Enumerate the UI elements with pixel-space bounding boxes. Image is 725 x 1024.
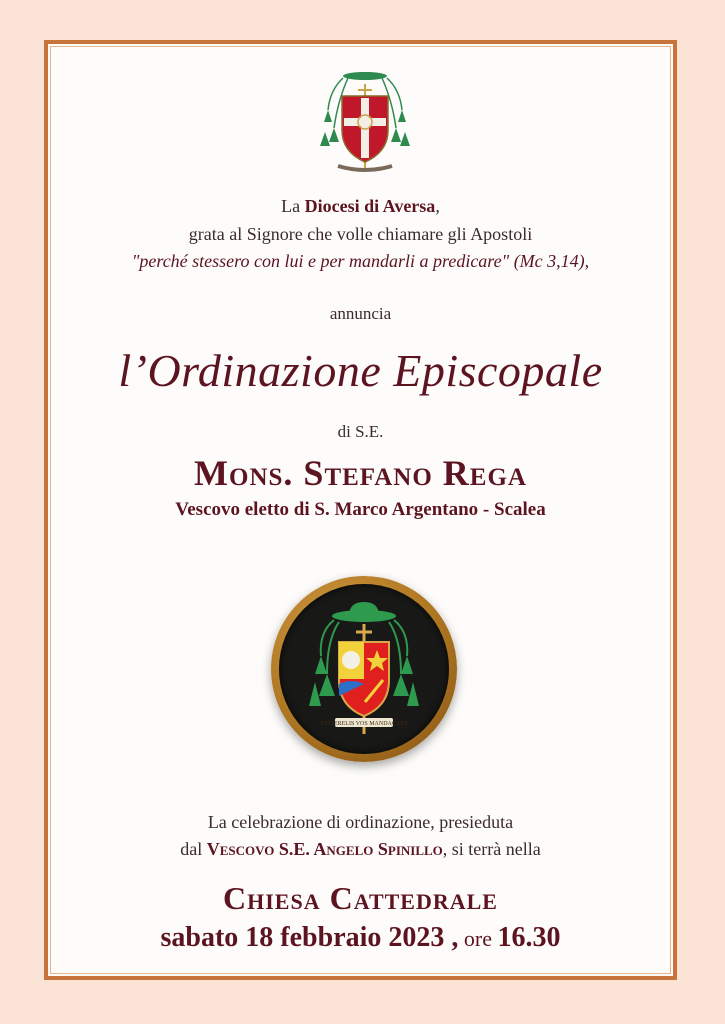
scripture-quote: "perché stessero con lui e per mandarli a predicare" (Mc 3,14), — [131, 251, 590, 271]
event-date: sabato 18 febbraio 2023 , — [160, 922, 459, 953]
ordination-title: l’Ordinazione Episcopale — [118, 345, 603, 396]
presider-prefix: dal — [180, 839, 207, 859]
bishop-coat-of-arms-icon — [279, 584, 449, 754]
diocese-prefix: La — [281, 196, 305, 216]
event-time: 16.30 — [497, 922, 561, 953]
celebration-line: La celebrazione di ordinazione, presieduta — [207, 812, 514, 832]
bishop-name: Mons. Stefano Rega — [194, 453, 527, 493]
diocese-coat-of-arms-icon — [320, 70, 410, 180]
venue: Chiesa Cattedrale — [223, 880, 498, 916]
honorific-line: di S.E. — [337, 422, 384, 441]
presider-suffix: , si terrà nella — [442, 839, 541, 859]
date-time — [48, 922, 673, 954]
diocese-suffix: , — [435, 196, 440, 216]
diocese-name: Diocesi di Aversa — [304, 196, 436, 216]
time-prefix: ore — [458, 926, 498, 951]
presider-line — [48, 839, 673, 860]
diocese-line — [48, 196, 673, 217]
gratitude-line: grata al Signore che volle chiamare gli Apostoli — [188, 224, 533, 244]
crest-motto: STATERELIS VOS MANDACARE — [320, 721, 408, 727]
invitation-card — [44, 40, 677, 980]
announce-verb: annuncia — [329, 304, 392, 323]
bishop-crest-medallion — [271, 576, 457, 762]
bishop-role: Vescovo eletto di S. Marco Argentano - Scalea — [175, 499, 546, 520]
presider-name: Vescovo S.E. Angelo Spinillo — [206, 839, 443, 859]
